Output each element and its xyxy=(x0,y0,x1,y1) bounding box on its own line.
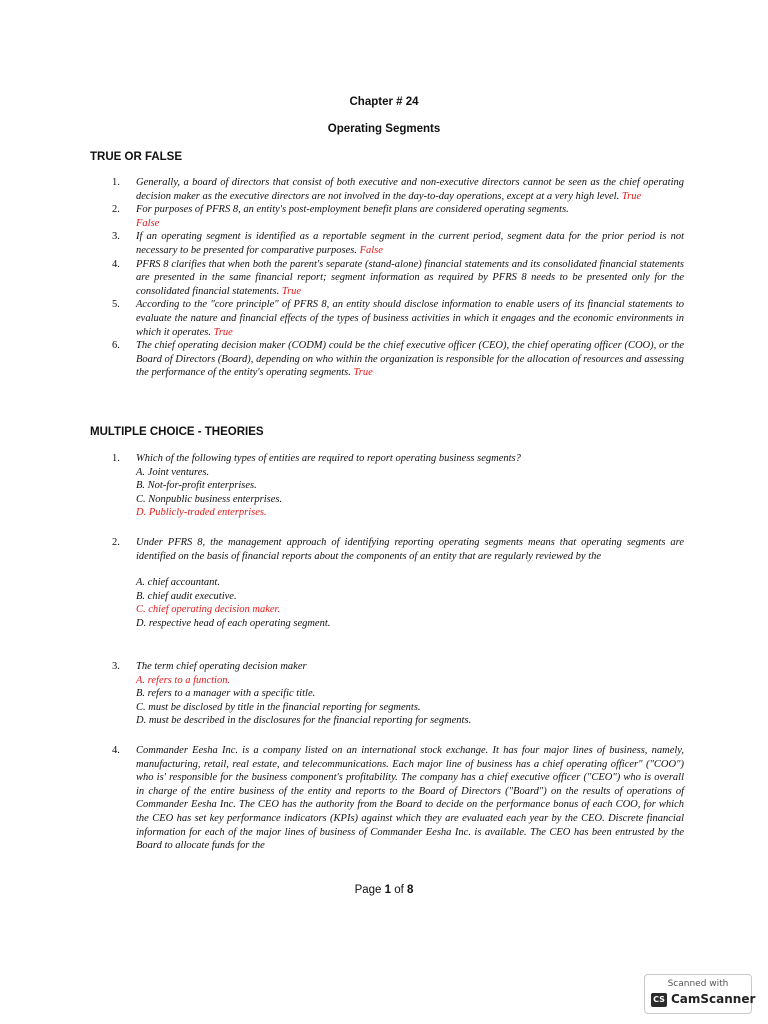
mc-question-4 xyxy=(112,744,684,853)
statement-text: If an operating segment is identified as a reportable segment in the current period, segment data for the prior period is not necessary to be presented for comparative purposes. xyxy=(136,231,684,256)
option-a: A. chief accountant. xyxy=(136,577,220,589)
option-d: D. must be described in the disclosures for the financial reporting for segments. xyxy=(136,715,472,727)
page-prefix: Page xyxy=(354,884,385,896)
answer-label: False xyxy=(136,217,160,229)
tf-item-2 xyxy=(112,203,684,230)
question-text: Which of the following types of entities are required to report operating business segments? xyxy=(136,453,521,464)
statement-text: For purposes of PFRS 8, an entity's post-employment benefit plans are considered operating segments. xyxy=(136,204,569,216)
option-b: B. chief audit executive. xyxy=(136,590,237,602)
answer-label: True xyxy=(353,367,373,379)
statement-text: PFRS 8 clarifies that when both the parent's separate (stand-alone) financial statements and its consolidated financial statements are presented in the same financial report; segment information as required by PFRS 8 needs to be presented only for the consolidated financial statements. xyxy=(136,258,684,297)
item-number: 4. xyxy=(112,258,120,270)
question-text: The term chief operating decision maker xyxy=(136,661,307,672)
page-of: of xyxy=(391,884,408,896)
tf-item-3 xyxy=(112,230,684,257)
camscanner-name: CamScanner xyxy=(671,992,756,1006)
tf-item-1 xyxy=(112,176,684,203)
item-number: 4. xyxy=(112,745,120,756)
chapter-subject: Operating Segments xyxy=(327,123,441,135)
page-footer xyxy=(0,884,768,896)
answer-label: True xyxy=(281,285,302,297)
camscanner-watermark xyxy=(644,974,756,1014)
mc-question-1 xyxy=(112,452,684,520)
mc-question-3 xyxy=(112,660,684,728)
answer-label: True xyxy=(621,190,642,202)
camscanner-logo-icon: CS xyxy=(651,993,667,1007)
option-a-correct: A. refers to a function. xyxy=(136,674,231,686)
item-number: 1. xyxy=(112,453,120,464)
question-block xyxy=(112,744,684,853)
item-number: 6. xyxy=(112,340,120,352)
mc-question-2 xyxy=(112,536,684,631)
item-number: 2. xyxy=(112,204,120,216)
option-c: C. must be disclosed by title in the financial reporting for segments. xyxy=(136,701,421,713)
true-false-list xyxy=(112,176,684,380)
question-block xyxy=(112,452,684,520)
tf-item-6 xyxy=(112,339,684,380)
answer-label: True xyxy=(213,326,233,338)
tf-item-5 xyxy=(112,298,684,339)
question-text: Commander Eesha Inc. is a company listed on an international stock exchange. It has four major lines of business, namely, manufacturing, retail, real estate, and telecommunications. Each major line of business has a chief operating officer" ("COO") who is' responsible for the business component's profitability. The company has a chief executive officer ("CEO") who is overall in charge of the entire business of the entity and reports to the Board of Directors ("Board") on the results of operations of Commander Eesha Inc. The CEO has the authority from the Board to decide on the performance bonus of each COO, for which the CEO has set key performance indicators (KPIs) against which they are evaluated each year by the CEO. Discrete financial information for each of the major lines of business of Commander Eesha Inc. is available. The CEO has been entrusted by the Board to allocate funds for the xyxy=(136,745,684,852)
item-number: 3. xyxy=(112,661,120,672)
statement-text: Generally, a board of directors that consist of both executive and non-executive directors cannot be seen as the chief operating decision maker as the executive directors are not involved in the day-to-day operations, except at a very high level. xyxy=(136,177,684,202)
option-c-correct: C. chief operating decision maker. xyxy=(136,604,281,616)
answer-label: False xyxy=(359,244,383,256)
scanned-with-label: Scanned with xyxy=(667,979,729,989)
item-number: 2. xyxy=(112,537,120,548)
option-d-correct: D. Publicly-traded enterprises. xyxy=(136,507,267,519)
tf-item-4 xyxy=(112,258,684,299)
option-d: D. respective head of each operating segment. xyxy=(136,617,331,629)
option-b: B. refers to a manager with a specific title. xyxy=(136,688,316,700)
question-block xyxy=(112,536,684,631)
item-number: 1. xyxy=(112,177,120,188)
question-text: Under PFRS 8, the management approach of identifying reporting operating segments means that operating segments are identified on the basis of financial reports about the components of an entity that are regularly reviewed by the xyxy=(136,537,684,562)
multiple-choice-heading: MULTIPLE CHOICE - THEORIES xyxy=(90,426,264,438)
chapter-title: Chapter # 24 xyxy=(349,96,419,108)
true-false-heading: TRUE OR FALSE xyxy=(90,151,183,163)
statement-text: The chief operating decision maker (CODM) could be the chief executive officer (CEO), the chief operating officer (COO), or the Board of Directors (Board), depending on who within the organization is responsible for the allocation of resources and assessing the performance of the entity's operating segments. xyxy=(136,340,684,379)
option-a: A. Joint ventures. xyxy=(136,466,210,478)
option-c: C. Nonpublic business enterprises. xyxy=(136,493,283,505)
option-b: B. Not-for-profit enterprises. xyxy=(136,480,257,492)
page-number: 1 xyxy=(384,884,392,896)
statement-text: According to the "core principle" of PFRS 8, an entity should disclose information to enable users of its financial statements to evaluate the nature and financial effects of the types of business activities in which it engages and the economic environments in which it operates. xyxy=(136,299,684,338)
item-number: 3. xyxy=(112,231,120,243)
question-block xyxy=(112,660,684,728)
page-total: 8 xyxy=(407,884,414,896)
item-number: 5. xyxy=(112,299,120,311)
